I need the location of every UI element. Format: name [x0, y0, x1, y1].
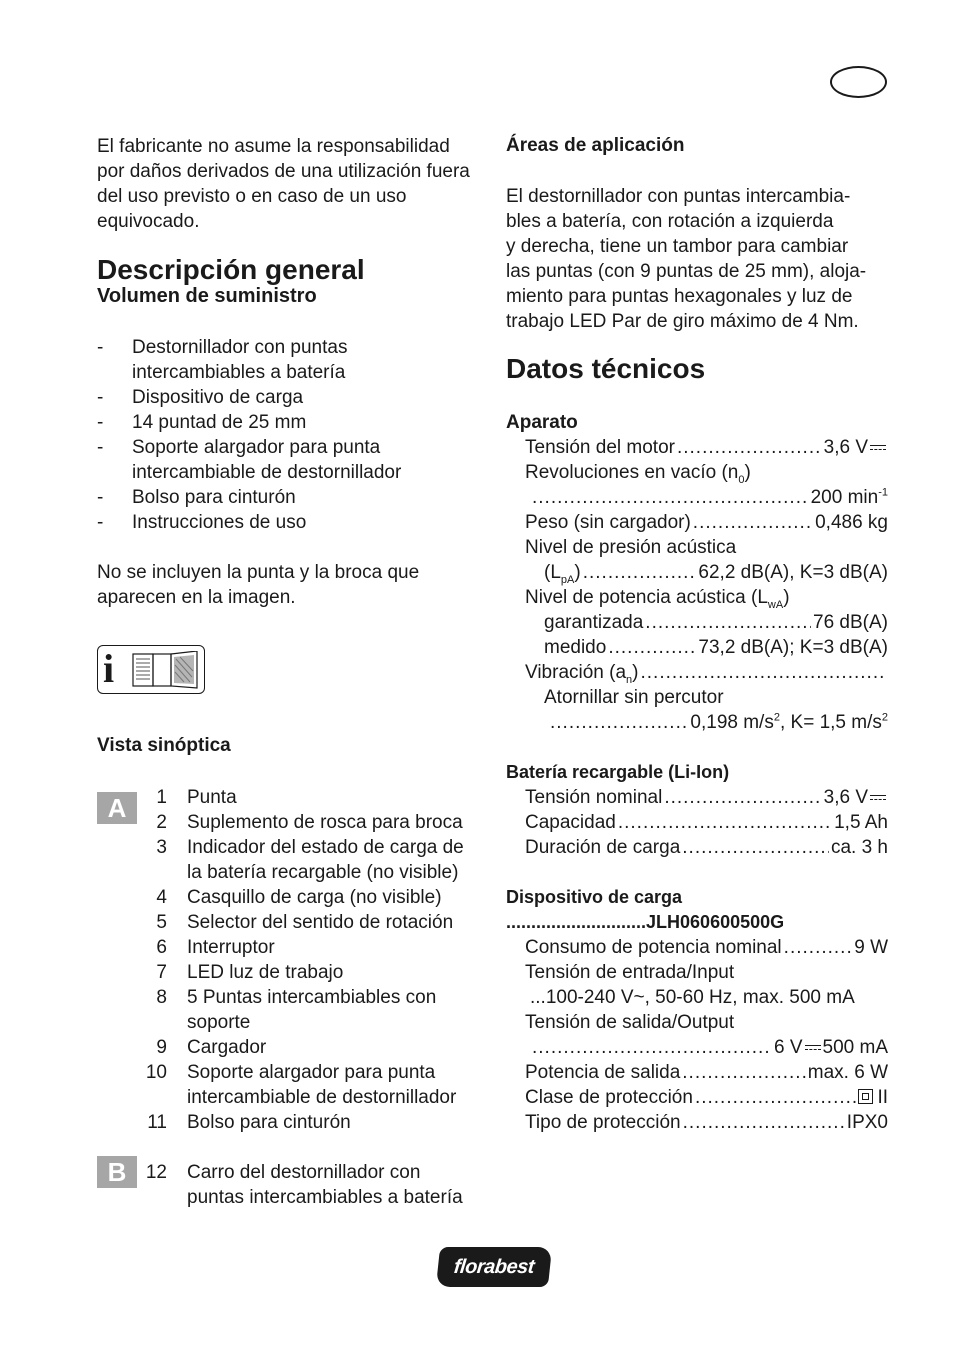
leader-dots [608, 635, 696, 660]
part-text-line: Indicador del estado de carga de [187, 837, 464, 858]
leader-dots [695, 1085, 857, 1110]
leader-dots [677, 435, 822, 460]
spec-label: medido [544, 637, 607, 658]
list-item [97, 810, 487, 835]
spec-row [506, 810, 888, 835]
spec-value: 3,6 V [824, 435, 888, 460]
part-number: 10 [145, 1062, 167, 1083]
spec-label: Peso (sin cargador) [525, 512, 691, 533]
spec-row [506, 1085, 888, 1110]
paragraph-line: y derecha, tiene un tambor para cambiar [506, 236, 849, 257]
list-item: - Dispositivo de carga [97, 385, 477, 410]
spec-label: Potencia de salida [525, 1062, 681, 1083]
list-item-text: Soporte alargador para punta [132, 437, 381, 458]
spec-row [506, 1035, 888, 1060]
spec-label: Duración de carga [525, 837, 681, 858]
part-text-line: Punta [187, 787, 237, 808]
spec-label: Nivel de presión acústica [525, 537, 737, 558]
list-item [97, 960, 487, 985]
list-item [97, 785, 487, 810]
part-text-line: 5 Puntas intercambiables con [187, 987, 437, 1008]
leader-dots [641, 660, 887, 685]
list-item [97, 1110, 487, 1135]
paragraph-line: trabajo LED Par de giro máximo de 4 Nm. [506, 311, 859, 332]
list-item [97, 985, 487, 1035]
spec-row [506, 435, 888, 460]
part-text-line: Casquillo de carga (no visible) [187, 887, 442, 908]
part-number: 2 [156, 812, 167, 833]
dc-symbol-icon [868, 443, 888, 452]
list-item: - Bolso para cinturón [97, 485, 477, 510]
spec-value: 0,486 kg [815, 512, 888, 533]
spec-value: IPX0 [846, 1112, 888, 1133]
parts-list-b [97, 1160, 487, 1210]
spec-label: Capacidad [525, 812, 616, 833]
part-text-line: Bolso para cinturón [187, 1112, 351, 1133]
spec-row [506, 935, 888, 960]
leader-dots [618, 810, 832, 835]
list-item [97, 885, 487, 910]
list-item [97, 935, 487, 960]
figure-b-badge: B [97, 1156, 137, 1188]
spec-row [506, 835, 888, 860]
subsection-title-areas: Áreas de aplicación [506, 135, 685, 156]
spec-row [506, 1110, 888, 1135]
subsection-title-volumen: Volumen de suministro [97, 285, 317, 307]
spec-row [506, 660, 888, 685]
section-title-descripcion: Descripción general [97, 254, 365, 285]
spec-value: 0,198 $m/s^2$, K= 1,5 $m/s^2$ [690, 711, 888, 733]
spec-row [506, 635, 888, 660]
parts-list [97, 785, 487, 1135]
spec-value: 9 W [854, 937, 888, 958]
tech-data-block [506, 410, 888, 1135]
list-item-text: Dispositivo de carga [132, 387, 304, 408]
leader-dots [645, 610, 811, 635]
group-title-aparato: Aparato [506, 412, 578, 433]
part-number: 4 [156, 887, 167, 908]
spec-row [506, 785, 888, 810]
spec-label: Revoluciones en vacío $(n_0)$ [525, 462, 751, 486]
paragraph-line: bles a batería, con rotación a izquierda [506, 211, 834, 232]
leader-dots [532, 1035, 772, 1060]
spec-label: Tipo de protección [525, 1112, 681, 1133]
spec-label: Atornillar sin percutor [544, 687, 724, 708]
leader-dots [682, 1060, 805, 1085]
list-item-text: intercambiables a batería [132, 362, 346, 383]
spec-label: Consumo de potencia nominal [525, 937, 782, 958]
part-text-line: Interruptor [187, 937, 275, 958]
spec-label: Tensión nominal [525, 787, 663, 808]
brand-logo [436, 1247, 552, 1287]
spec-value: 1,5 Ah [834, 812, 888, 833]
areas-paragraph [506, 184, 896, 334]
leader-dots [550, 710, 688, 735]
leader-dots [664, 785, 821, 810]
spec-label: Tensión de entrada/Input [525, 962, 735, 983]
list-item [97, 1160, 487, 1210]
spec-row [506, 1060, 888, 1085]
part-text-line: soporte [187, 1012, 251, 1033]
spec-value: 200 $\min^{-1}$ [810, 486, 888, 508]
spec-label: Clase de protección [525, 1087, 693, 1108]
section-title-datos: Datos técnicos [506, 353, 706, 384]
language-marker [830, 66, 887, 98]
part-text-line: Suplemento de rosca para broca [187, 812, 463, 833]
spec-label: Vibración $(a_n)$ [525, 662, 639, 686]
list-item-text: Instrucciones de uso [132, 512, 307, 533]
part-text-line: Carro del destornillador con [187, 1162, 421, 1183]
spec-label: Tensión de salida/Output [525, 1012, 735, 1033]
paragraph-line: las puntas (con 9 puntas de 25 mm), aloja- [506, 261, 867, 282]
spec-value: II [858, 1085, 888, 1110]
part-text-line: Soporte alargador para punta [187, 1062, 436, 1083]
list-item: - Instrucciones de uso [97, 510, 477, 535]
part-text-line: la batería recargable (no visible) [187, 862, 459, 883]
list-item-text: 14 puntad de 25 mm [132, 412, 307, 433]
spec-value: 62,2 dB(A), K=3 dB(A) [698, 562, 888, 583]
leader-dots [693, 510, 813, 535]
subsection-title-vista: Vista sinóptica [97, 735, 231, 756]
paragraph-line: miento para puntas hexagonales y luz de [506, 286, 853, 307]
list-item [97, 835, 487, 885]
spec-row [506, 560, 888, 585]
spec-label: $(L_{pA})$ [544, 562, 581, 586]
list-item [97, 1060, 487, 1110]
protection-class-icon [858, 1089, 873, 1104]
part-text-line: Cargador [187, 1037, 267, 1058]
spec-value: 73,2 dB(A); K=3 dB(A) [698, 637, 888, 658]
spec-row [506, 510, 888, 535]
part-text-line: LED luz de trabajo [187, 962, 344, 983]
part-number: 7 [156, 962, 167, 983]
spec-row [506, 710, 888, 735]
list-item [97, 910, 487, 935]
note-line-1: No se incluyen la punta y la broca que [97, 562, 420, 583]
part-number: 6 [156, 937, 167, 958]
spec-label: garantizada [544, 612, 644, 633]
leader-dots [583, 560, 697, 585]
read-manual-icon [97, 645, 205, 694]
dc-symbol-icon [803, 1043, 823, 1052]
list-item-text: Bolso para cinturón [132, 487, 296, 508]
brand-logo-text: florabest [452, 1256, 536, 1278]
part-number: 12 [145, 1162, 167, 1183]
part-text-line: Selector del sentido de rotación [187, 912, 454, 933]
list-item-text: intercambiable de destornillador [132, 462, 402, 483]
spec-label: Tensión del motor [525, 437, 675, 458]
part-number: 3 [156, 837, 167, 858]
part-number: 8 [156, 987, 167, 1008]
part-number: 9 [156, 1037, 167, 1058]
supply-list [97, 335, 477, 535]
part-text-line: puntas intercambiables a batería [187, 1187, 463, 1208]
charger-model: ............................JLH060600500G [506, 912, 785, 932]
figure-a-badge: A [97, 792, 137, 824]
spec-value: 6 V 500 mA [773, 1037, 888, 1058]
list-item [97, 1035, 487, 1060]
list-item: - Destornillador con puntas intercambiables a batería [97, 335, 477, 385]
spec-row [506, 485, 888, 510]
open-book-icon [130, 651, 200, 689]
part-text-line: intercambiable de destornillador [187, 1087, 457, 1108]
spec-label: Nivel de potencia acústica $(L_{wA})$ [525, 587, 790, 611]
spec-value: ...100-240 V~, 50-60 Hz, max. 500 mA [530, 987, 855, 1008]
leader-dots [682, 835, 829, 860]
dc-symbol-icon [868, 793, 888, 802]
note-line-2: aparecen en la imagen. [97, 587, 296, 608]
leader-dots [683, 1110, 845, 1135]
list-item: - Soporte alargador para punta intercambiable de destornillador [97, 435, 477, 485]
group-title-dispositivo: Dispositivo de carga [506, 887, 683, 907]
spec-value: ca. 3 h [830, 837, 888, 858]
leader-dots [532, 485, 809, 510]
spec-value: 76 dB(A) [813, 612, 888, 633]
group-title-bateria: Batería recargable (Li-Ion) [506, 762, 730, 782]
part-number: 1 [156, 787, 167, 808]
spec-value: max. 6 W [807, 1062, 888, 1083]
spec-row [506, 610, 888, 635]
paragraph-line: El destornillador con puntas intercambia- [506, 186, 851, 207]
spec-value: 3,6 V [824, 785, 888, 810]
list-item: - 14 puntad de 25 mm [97, 410, 477, 435]
liability-paragraph: El fabricante no asume la responsabilidad por daños derivados de una utilización fuera del uso previsto o en caso de un uso equivocado. [97, 136, 470, 232]
part-number: 11 [147, 1112, 167, 1133]
part-number: 5 [156, 912, 167, 933]
info-icon: i [103, 646, 115, 691]
list-item-text: Destornillador con puntas [132, 337, 348, 358]
leader-dots [784, 935, 853, 960]
